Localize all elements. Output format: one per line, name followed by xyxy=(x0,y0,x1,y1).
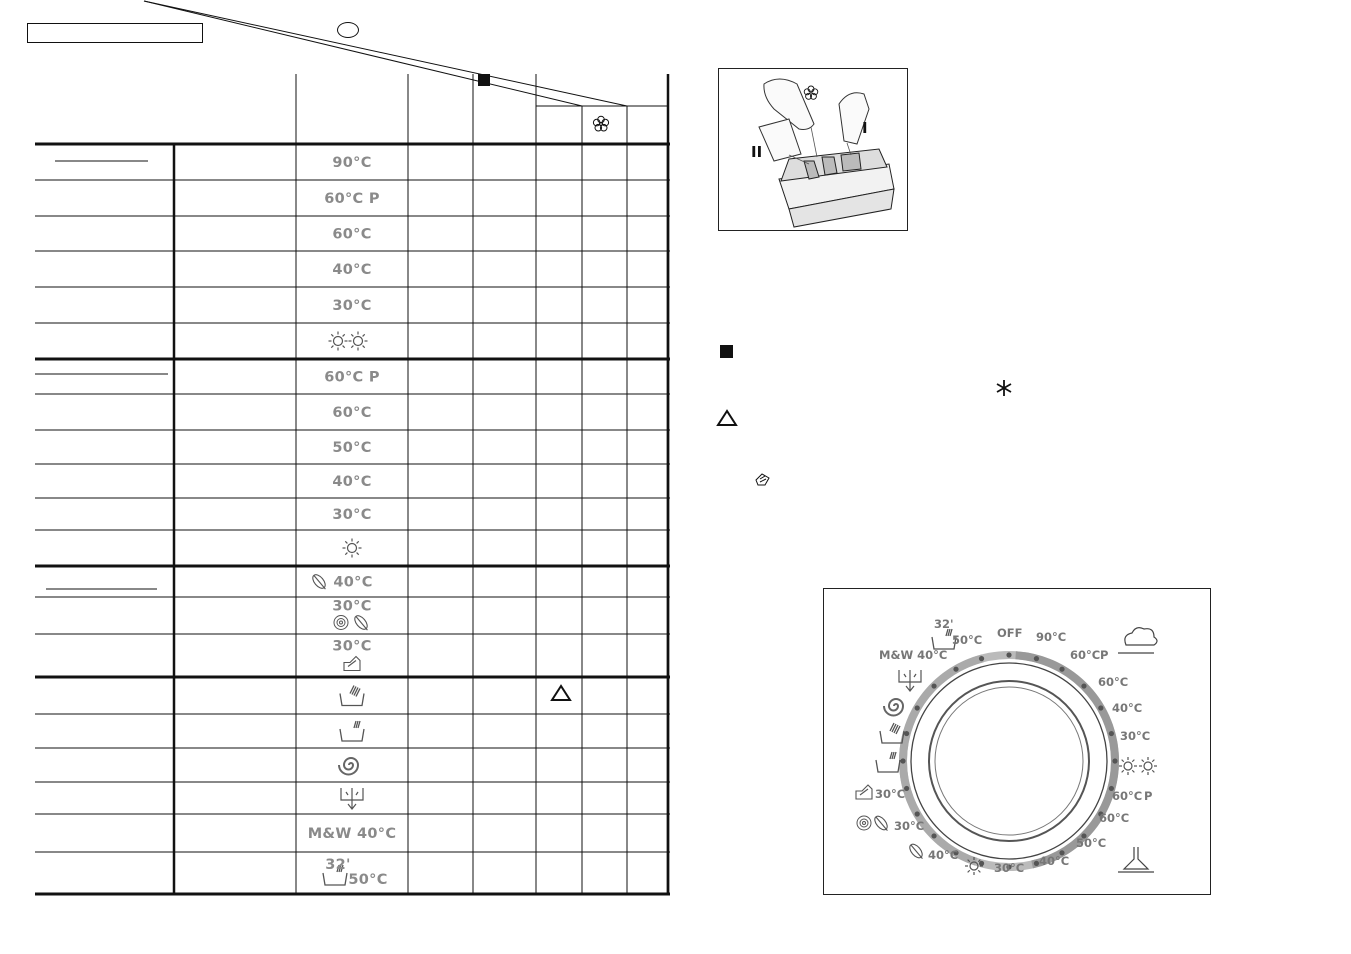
table-row xyxy=(332,474,371,490)
table-row xyxy=(332,227,371,243)
programme-temp-label: 40°C xyxy=(333,574,373,591)
programme-temp-label: 30°C xyxy=(332,638,372,655)
dial-label-40: 40°C xyxy=(1112,701,1143,715)
programme-temp-label: 60°C P xyxy=(324,369,380,386)
dial-label-30: 30°C xyxy=(1120,729,1151,743)
programme-temp-label: 60°C xyxy=(332,226,372,243)
programme-temp-label: M&W 40°C xyxy=(307,826,397,842)
table-row xyxy=(339,758,358,775)
roman-two-label: II xyxy=(751,143,763,161)
dial-label-syn-30: 30°C xyxy=(994,861,1025,875)
dial-label-hand-30: 30°C xyxy=(875,787,906,801)
dial-label-syn-40: 40°C xyxy=(1039,854,1070,868)
hand-wash-icon xyxy=(754,470,772,488)
programme-temp-label: 50°C xyxy=(348,872,388,888)
table-row xyxy=(324,370,380,386)
dial-label-60p: 60°C xyxy=(1070,648,1101,662)
dial-label-p-suffix-2: P xyxy=(1144,789,1153,803)
table-row xyxy=(308,826,397,842)
square-marker-icon xyxy=(720,345,733,358)
table-row xyxy=(332,440,371,456)
table-row xyxy=(340,686,364,706)
flower-icon xyxy=(593,116,608,131)
dial-label-wool-30: 30°C xyxy=(894,819,925,833)
table-row xyxy=(332,639,371,671)
triangle-warning-icon xyxy=(716,409,738,427)
dial-label-quick-temp: 50°C xyxy=(952,633,983,647)
table-row xyxy=(329,332,368,351)
table-row xyxy=(332,298,371,314)
programme-temp-label: 40°C xyxy=(332,474,372,490)
programme-temp-label: 30°C xyxy=(332,298,372,314)
programme-temp-label: 90°C xyxy=(332,155,372,171)
dial-label-90: 90°C xyxy=(1036,630,1067,644)
table-row xyxy=(332,405,371,421)
table-row xyxy=(332,155,371,171)
programme-temp-label: 40°C xyxy=(332,262,372,278)
table-row xyxy=(332,599,371,634)
cloud-icon xyxy=(1118,628,1157,653)
programme-temp-label: 60°C P xyxy=(324,191,380,207)
programme-dial-diagram xyxy=(823,588,1211,895)
table-row xyxy=(323,857,388,888)
table-row xyxy=(341,788,363,809)
programme-temp-label: 30°C xyxy=(332,507,372,523)
dial-label-p-suffix: P xyxy=(1100,648,1109,662)
table-row xyxy=(310,572,372,592)
table-row xyxy=(343,539,362,558)
table-row xyxy=(324,191,380,207)
dial-off-label: OFF xyxy=(997,626,1023,640)
flask-icon xyxy=(1118,847,1154,872)
roman-one-label: I xyxy=(862,119,868,137)
detergent-drawer-illustration xyxy=(718,68,908,231)
triangle-warning-icon xyxy=(552,686,570,700)
table-row xyxy=(332,507,371,523)
table-row xyxy=(340,721,364,741)
programme-temp-label: 60°C xyxy=(332,405,372,421)
dial-label-syn-60p: 60°C xyxy=(1112,789,1143,803)
dial-label-quick-time: 32' xyxy=(934,617,954,631)
dial-label-mw: M&W 40°C xyxy=(879,648,948,662)
snowflake-icon xyxy=(994,378,1014,398)
quick-minutes-label: 32' xyxy=(325,857,351,873)
dial-label-wool-40: 40°C xyxy=(928,848,959,862)
programme-temp-label: 30°C xyxy=(332,598,372,615)
dial-label-60: 60°C xyxy=(1098,675,1129,689)
dial-label-syn-50: 50°C xyxy=(1076,836,1107,850)
dial-label-syn-60: 60°C xyxy=(1099,811,1130,825)
table-row xyxy=(332,262,371,278)
square-marker-icon xyxy=(478,74,490,86)
programme-temp-label: 50°C xyxy=(332,440,372,456)
